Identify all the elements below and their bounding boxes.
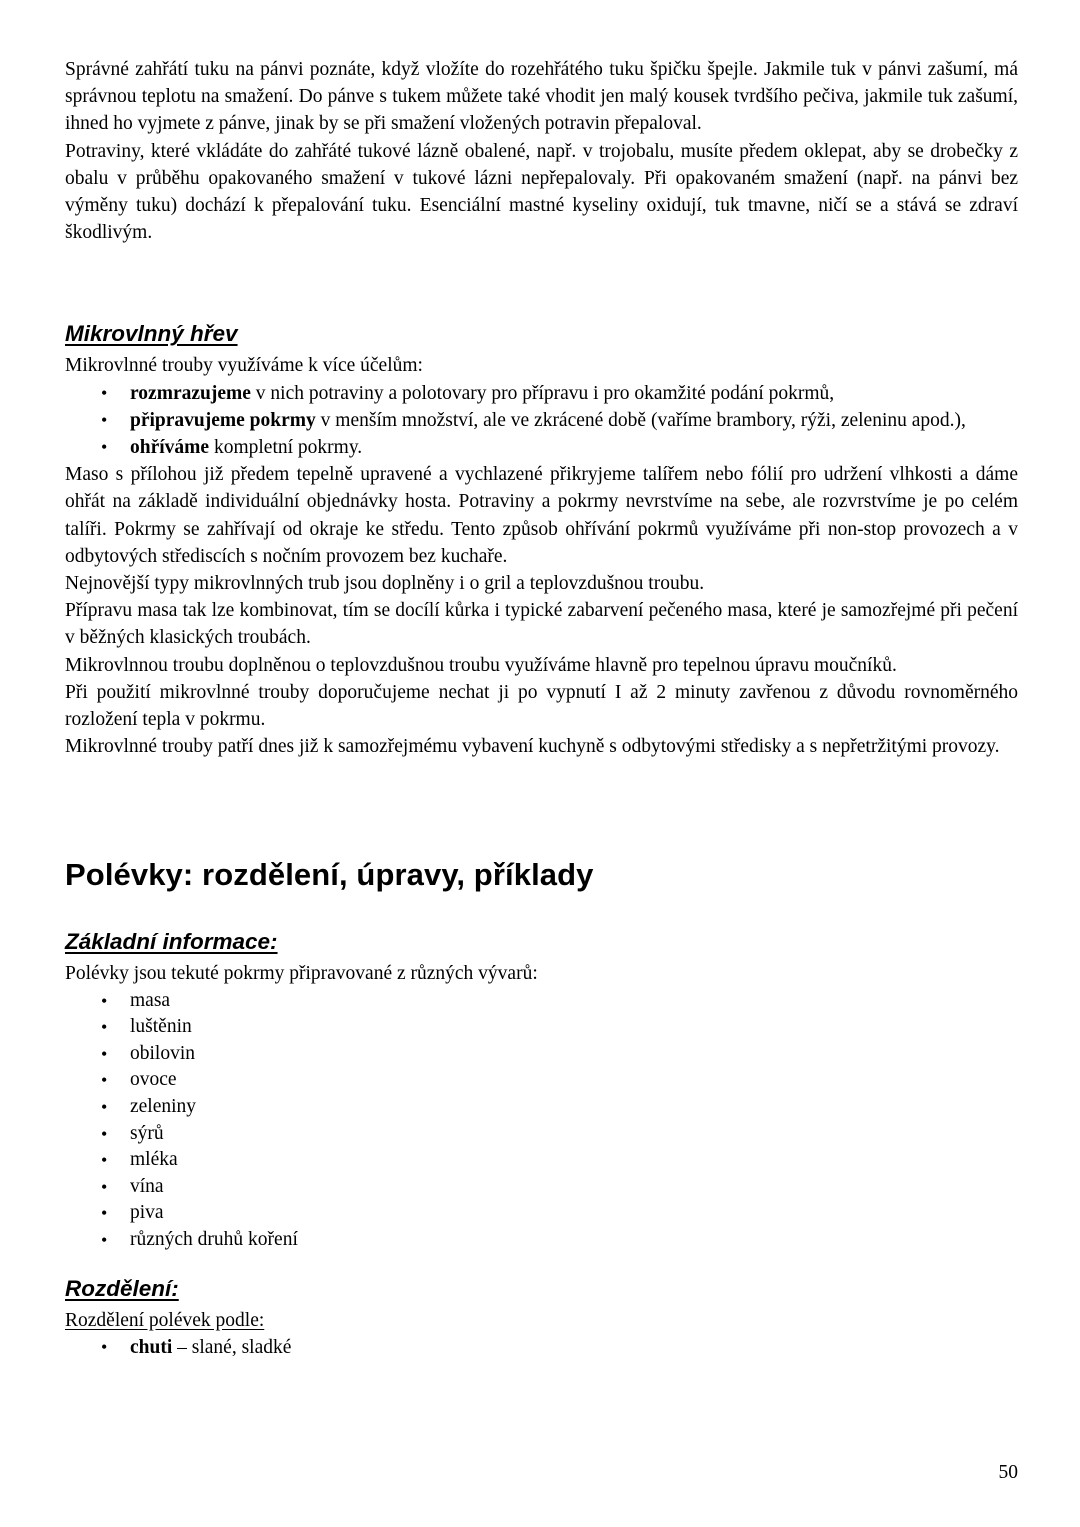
- list-item: • piva: [65, 1200, 1018, 1227]
- bullet-rest-text: v nich potraviny a polotovary pro přípravu i pro okamžité podání pokrmů,: [250, 382, 835, 404]
- list-item: • různých druhů koření: [65, 1227, 1018, 1254]
- list-item: • zeleniny: [65, 1094, 1018, 1121]
- fat-paragraph-2: Potraviny, které vkládáte do zahřáté tukové lázně obalené, např. v trojobalu, musíte předem oklepat, aby se drobečky z obalu v průběhu opakovaného smažení v tukové lázni nepřepalovaly. Při opakovaném smažení (např. na pánvi bez výměny tuku) dochází k přepalování tuku. Esenciální mastné kyseliny oxidují, tuk tmavne, ničí se a stává se zdraví škodlivým.: [65, 140, 1018, 244]
- microwave-bullet-list: [65, 380, 1018, 462]
- microwave-heading: Mikrovlnný hřev: [65, 321, 238, 347]
- bullet-rest-text: – slané, sladké: [172, 1336, 292, 1358]
- microwave-paragraph-3: Přípravu masa tak lze kombinovat, tím se docílí kůrka i typické zabarvení pečeného masa, které je samozřejmé při pečení v běžných klasických troubách.: [65, 600, 1018, 649]
- list-item: • masa: [65, 988, 1018, 1015]
- basic-info-bullet-list: [65, 988, 1018, 1254]
- list-item: [65, 1334, 1018, 1361]
- basic-info-intro: Polévky jsou tekuté pokrmy připravované z různých vývarů:: [65, 963, 538, 985]
- classification-intro-text: Rozdělení polévek podle:: [65, 1309, 265, 1331]
- page-content: [65, 56, 1018, 1361]
- fat-paragraph-1: Správné zahřátí tuku na pánvi poznáte, když vložíte do rozehřátého tuku špičku špejle. Jakmile tuk v pánvi zašumí, má správnou teplotu na smažení. Do pánve s tukem můžete také vhodit jen malý kousek tvrdšího pečiva, jakmile tuk zašumí, ihned ho vyjmete z pánve, jinak by se při smažení vložených potravin přepaloval.: [65, 59, 1018, 135]
- microwave-intro: Mikrovlnné trouby využíváme k více účelům:: [65, 355, 423, 377]
- title-spacer: [65, 760, 1018, 856]
- microwave-paragraph-4: Mikrovlnnou troubu doplněnou o teplovzdušnou troubu využíváme hlavně pro tepelnou úpravu moučníků.: [65, 654, 897, 676]
- bullet-bold-label: připravujeme pokrmy: [130, 409, 316, 431]
- list-item: [65, 434, 1018, 461]
- section-spacer: [65, 246, 1018, 320]
- list-item: • sýrů: [65, 1121, 1018, 1148]
- classification-intro: [65, 1307, 1018, 1334]
- basic-info-heading-wrap: [65, 928, 1018, 960]
- list-item: [65, 407, 1018, 434]
- list-item: • obilovin: [65, 1041, 1018, 1068]
- spacer: [65, 894, 1018, 928]
- bullet-bold-label: chuti: [130, 1336, 173, 1358]
- basic-info-heading: Základní informace:: [65, 929, 278, 955]
- microwave-paragraph-5: Při použití mikrovlnné trouby doporučujeme nechat ji po vypnutí I až 2 minuty zavřenou z důvodu rovnoměrného rozložení tepla v pokrmu.: [65, 681, 1018, 731]
- microwave-heading-wrap: [65, 320, 1018, 352]
- bullet-rest-text: kompletní pokrmy.: [209, 437, 363, 459]
- page-title: Polévky: rozdělení, úpravy, příklady: [65, 857, 594, 893]
- classification-bullet-list: [65, 1334, 1018, 1361]
- list-item: • ovoce: [65, 1067, 1018, 1094]
- spacer: [65, 1254, 1018, 1275]
- microwave-paragraph-1: Maso s přílohou již předem tepelně upravené a vychlazené přikryjeme talířem nebo fólií pro udržení vlhkosti a dáme ohřát na základě individuální objednávky hosta. Potraviny a pokrmy nevrstvíme na sebe, ale rozvrstvíme je po celém talíři. Pokrmy se zahřívají od okraje ke středu. Tento způsob ohřívání pokrmů využíváme při non-stop provozech a v odbytových střediscích s nočním provozem bez kuchaře.: [65, 464, 1018, 567]
- classification-heading-wrap: [65, 1275, 1018, 1307]
- classification-heading: Rozdělení:: [65, 1275, 179, 1301]
- list-item: • vína: [65, 1174, 1018, 1201]
- microwave-paragraph-6: Mikrovlnné trouby patří dnes již k samozřejmému vybavení kuchyně s odbytovými středisky a s nepřetržitými provozy.: [65, 736, 1000, 758]
- bullet-bold-label: rozmrazujeme: [130, 382, 251, 404]
- bullet-rest-text: v menším množství, ale ve zkrácené době (vaříme brambory, rýži, zeleninu apod.),: [315, 409, 966, 431]
- list-item: • mléka: [65, 1147, 1018, 1174]
- bullet-bold-label: ohříváme: [130, 437, 210, 459]
- list-item: • luštěnin: [65, 1014, 1018, 1041]
- microwave-paragraph-2: Nejnovější typy mikrovlnných trub jsou doplněny i o gril a teplovzdušnou troubu.: [65, 573, 705, 595]
- page-number: 50: [998, 1462, 1018, 1483]
- list-item: [65, 380, 1018, 407]
